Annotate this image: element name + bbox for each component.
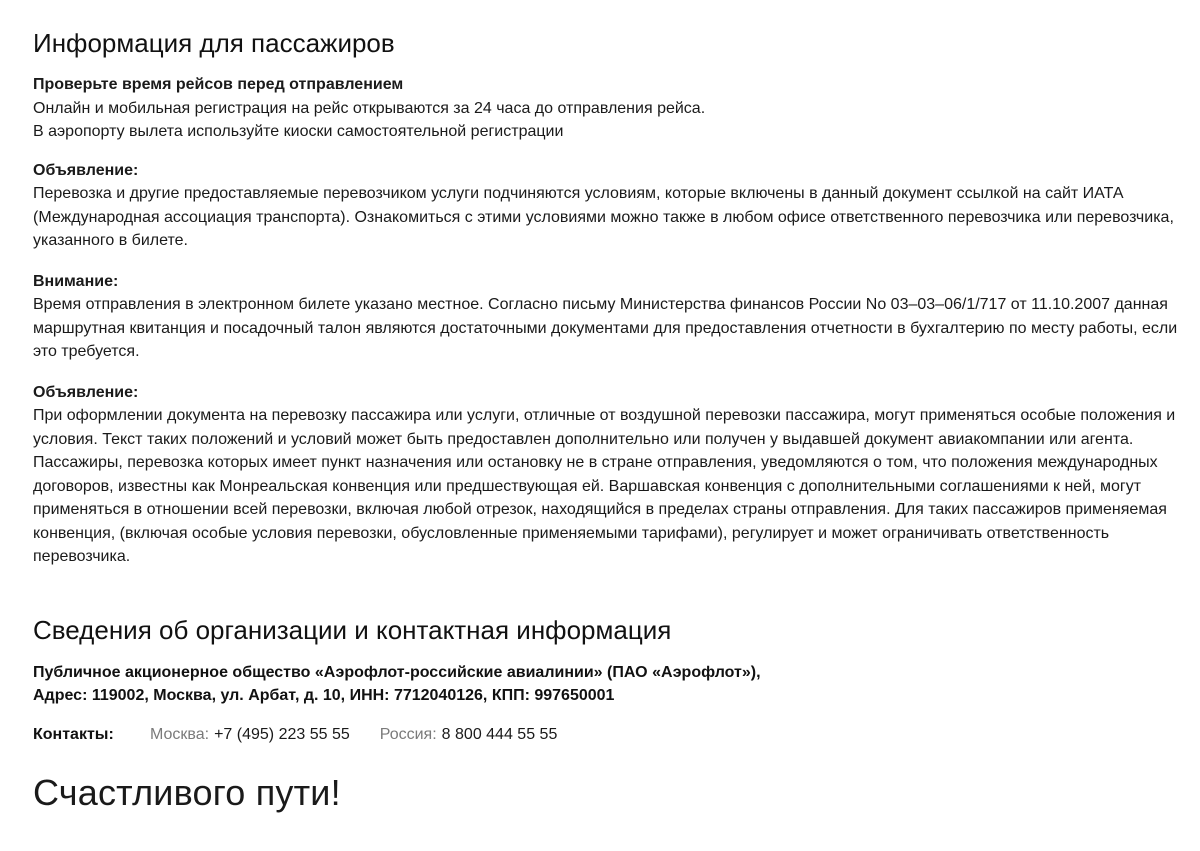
notice-section-1 [33, 159, 1180, 253]
organization-address: Адрес: 119002, Москва, ул. Арбат, д. 10, ИНН: 7712040126, КПП: 997650001 [33, 686, 615, 704]
contacts-label: Контакты: [33, 725, 114, 743]
organization-details [33, 661, 1180, 707]
notice-text: Перевозка и другие предоставляемые перевозчиком услуги подчиняются условиям, которые включены в данный документ ссылкой на сайт ИАТА (Международная ассоциация транспорта). Ознакомиться с этими условиями можно также в любом офисе ответственного перевозчика или перевозчика, указанного в билете. [33, 185, 1174, 249]
russia-contact [380, 723, 558, 746]
check-times-section [33, 73, 1180, 144]
notice-title: Объявление: [33, 161, 139, 179]
moscow-contact [150, 723, 350, 746]
attention-text: Время отправления в электронном билете указано местное. Согласно письму Министерства финансов России No 03–03–06/1/717 от 11.10.2007 данная маршрутная квитанция и посадочный талон являются достаточными документами для предоставления отчетности в бухгалтерию по месту работы, если это требуется. [33, 296, 1178, 360]
russia-phone[interactable]: 8 800 444 55 55 [441, 725, 558, 743]
organization-heading: Сведения об организации и контактная информация [33, 614, 672, 645]
registration-info-text: Онлайн и мобильная регистрация на рейс открываются за 24 часа до отправления рейса. [33, 99, 706, 117]
passenger-info-heading: Информация для пассажиров [33, 28, 395, 58]
notice-title: Объявление: [33, 383, 139, 401]
attention-title: Внимание: [33, 272, 119, 290]
notice-text: При оформлении документа на перевозку пассажира или услуги, отличные от воздушной перевозки пассажира, могут применяться особые положения и условия. Текст таких положений и условий может быть предоставлен дополнительно или получен у выдавшей документ авиакомпании или агента. Пассажиры, перевозка которых имеет пункт назначения или остановку не в стране отправления, уведомляются о том, что положения международных договоров, известны как Монреальская конвенция или предшествующая ей. Варшавская конвенция с дополнительными соглашениями к ней, могут применяться в отношении всей перевозки, включая любой отрезок, находящийся в пределах страны отправления. Для таких пассажиров применяемая конвенция, (включая особые условия перевозки, обусловленные применяемыми тарифами), регулирует и может ограничивать ответственность перевозчика. [33, 407, 1176, 565]
organization-name: Публичное акционерное общество «Аэрофлот-российские авиалинии» (ПАО «Аэрофлот»), [33, 663, 761, 681]
russia-label: Россия: [379, 725, 437, 743]
moscow-phone[interactable]: +7 (495) 223 55 55 [214, 725, 350, 743]
contacts-row [33, 723, 1180, 746]
check-times-title: Проверьте время рейсов перед отправлением [33, 76, 404, 93]
notice-section-2 [33, 381, 1180, 569]
moscow-label: Москва: [150, 725, 210, 743]
farewell-message: Счастливого пути! [33, 771, 341, 813]
kiosk-info-text: В аэропорту вылета используйте киоски самостоятельной регистрации [33, 123, 564, 140]
attention-section [33, 270, 1180, 364]
